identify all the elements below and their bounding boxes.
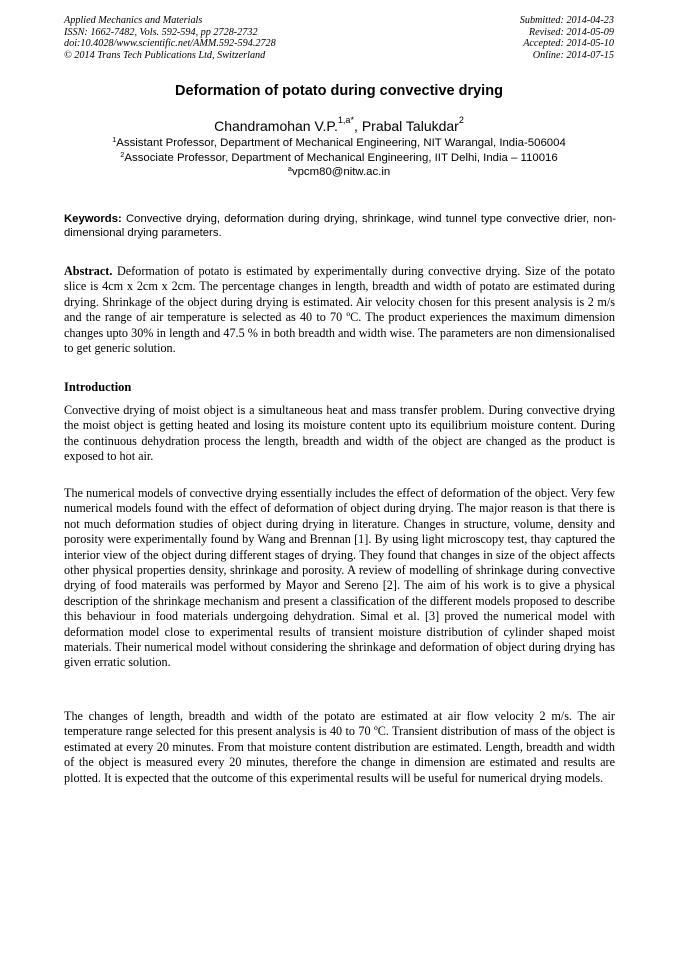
email-text: vpcm80@nitw.ac.in [291, 166, 391, 178]
author-line [0, 115, 678, 134]
affiliation-2 [0, 151, 678, 166]
revised-date: Revised: 2014-05-09 [528, 26, 614, 38]
affiliations [0, 136, 678, 180]
abstract-label: Abstract. [64, 264, 113, 278]
author-name-1: Chandramohan V.P. [214, 118, 338, 134]
issn-line: ISSN: 1662-7482, Vols. 592-594, pp 2728-2732 [64, 26, 258, 38]
abstract-block [64, 264, 615, 356]
journal-header-right [520, 15, 614, 61]
affiliation-2-marker: 2 [120, 149, 125, 159]
submitted-date: Submitted: 2014-04-23 [519, 15, 614, 26]
introduction-heading: Introduction [64, 380, 132, 394]
affiliation-1 [0, 136, 678, 151]
contact-email [0, 165, 678, 180]
keywords-text: Convective drying, deformation during drying, shrinkage, wind tunnel type convective drier, non-dimensional drying parameters. [64, 213, 616, 240]
abstract-text: Deformation of potato is estimated by experimentally during convective drying. Size of the potato slice is 4cm x 2cm x 2cm. The percentage changes in length, breadth and width of potato are estimated during drying. Shrinkage of the object during drying is estimated. Air velocity chosen for this present analysis is 2 m/s and the range of air temperature is selected as 40 to 70 ºC. The product experiences the maximum dimension changes upto 30% in length and 47.5 % in both breadth and width wise. The parameters are non dimensionalised to get generic solution. [64, 264, 615, 356]
paper-title: Deformation of potato during convective drying [175, 83, 503, 99]
author-1-marker: 1,a* [337, 115, 355, 125]
online-date: Online: 2014-07-15 [532, 49, 614, 61]
accepted-date: Accepted: 2014-05-10 [523, 38, 614, 50]
affiliation-1-marker: 1 [112, 135, 117, 144]
intro-paragraph-3: The changes of length, breadth and width of the potato are estimated at air flow velocity 2 m/s. The air temperature range selected for this present analysis is 40 to 70 ºC. Transient distribution of mass of the object is estimated at every 20 minutes. From that moisture content distribution are estimated. Length, breadth and width of the object is measured every 20 minutes, therefore the change in dimension are estimated and results are plotted. It is expected that the outcome of this experimental results will be useful for numerical drying models. [64, 709, 615, 785]
keywords-block [64, 212, 616, 240]
affiliation-1-text: Assistant Professor, Department of Mechanical Engineering, NIT Warangal, India-506004 [116, 137, 566, 149]
journal-name: Applied Mechanics and Materials [64, 15, 203, 26]
intro-paragraph-1: Convective drying of moist object is a simultaneous heat and mass transfer problem. During convective drying the moist object is getting heated and losing its moisture content upto its equilibrium moisture content. During the continuous dehydration process the length, breadth and width of the object are changed as the product is exposed to hot air. [64, 403, 615, 464]
author-2-marker: 2 [458, 115, 464, 125]
journal-header-left [64, 15, 276, 61]
author-separator: , [354, 118, 362, 134]
email-marker: a [287, 164, 292, 173]
doi-line: doi:10.4028/www.scientific.net/AMM.592-594.2728 [64, 38, 276, 50]
intro-paragraph-2: The numerical models of convective drying essentially includes the effect of deformation of the object. Very few numerical models found with the effect of deformation of object during drying. The major reason is that there is not much deformation studies of object during drying in literature. Changes in structure, volume, density and porosity were experimentally found by Wang and Brennan [1]. By using light microscopy test, thay captured the interior view of the object during different stages of drying. They found that changes in size of the object affects other physical properties density, shrinkage and porosity. A review of modelling of shrinkage during convective drying of food materails was performed by Mayor and Sereno [2]. The aim of his work is to give a physical description of the shrinkage mechanism and present a classification of the different models proposed to describe this behaviour in food materials undergoing dehydration. Simal et al. [3] proved the numerical model with deformation model close to experimental results of transient moisture distribution of cylinder shaped moist materials. Their numerical model without considering the shrinkage and deformation of object during drying has given erratic solution. [64, 486, 615, 670]
author-name-2: Prabal Talukdar [361, 118, 459, 134]
affiliation-2-text: Associate Professor, Department of Mechanical Engineering, IIT Delhi, India – 110016 [124, 151, 558, 164]
copyright-line: © 2014 Trans Tech Publications Ltd, Switzerland [64, 49, 266, 61]
keywords-label: Keywords: [64, 213, 122, 225]
